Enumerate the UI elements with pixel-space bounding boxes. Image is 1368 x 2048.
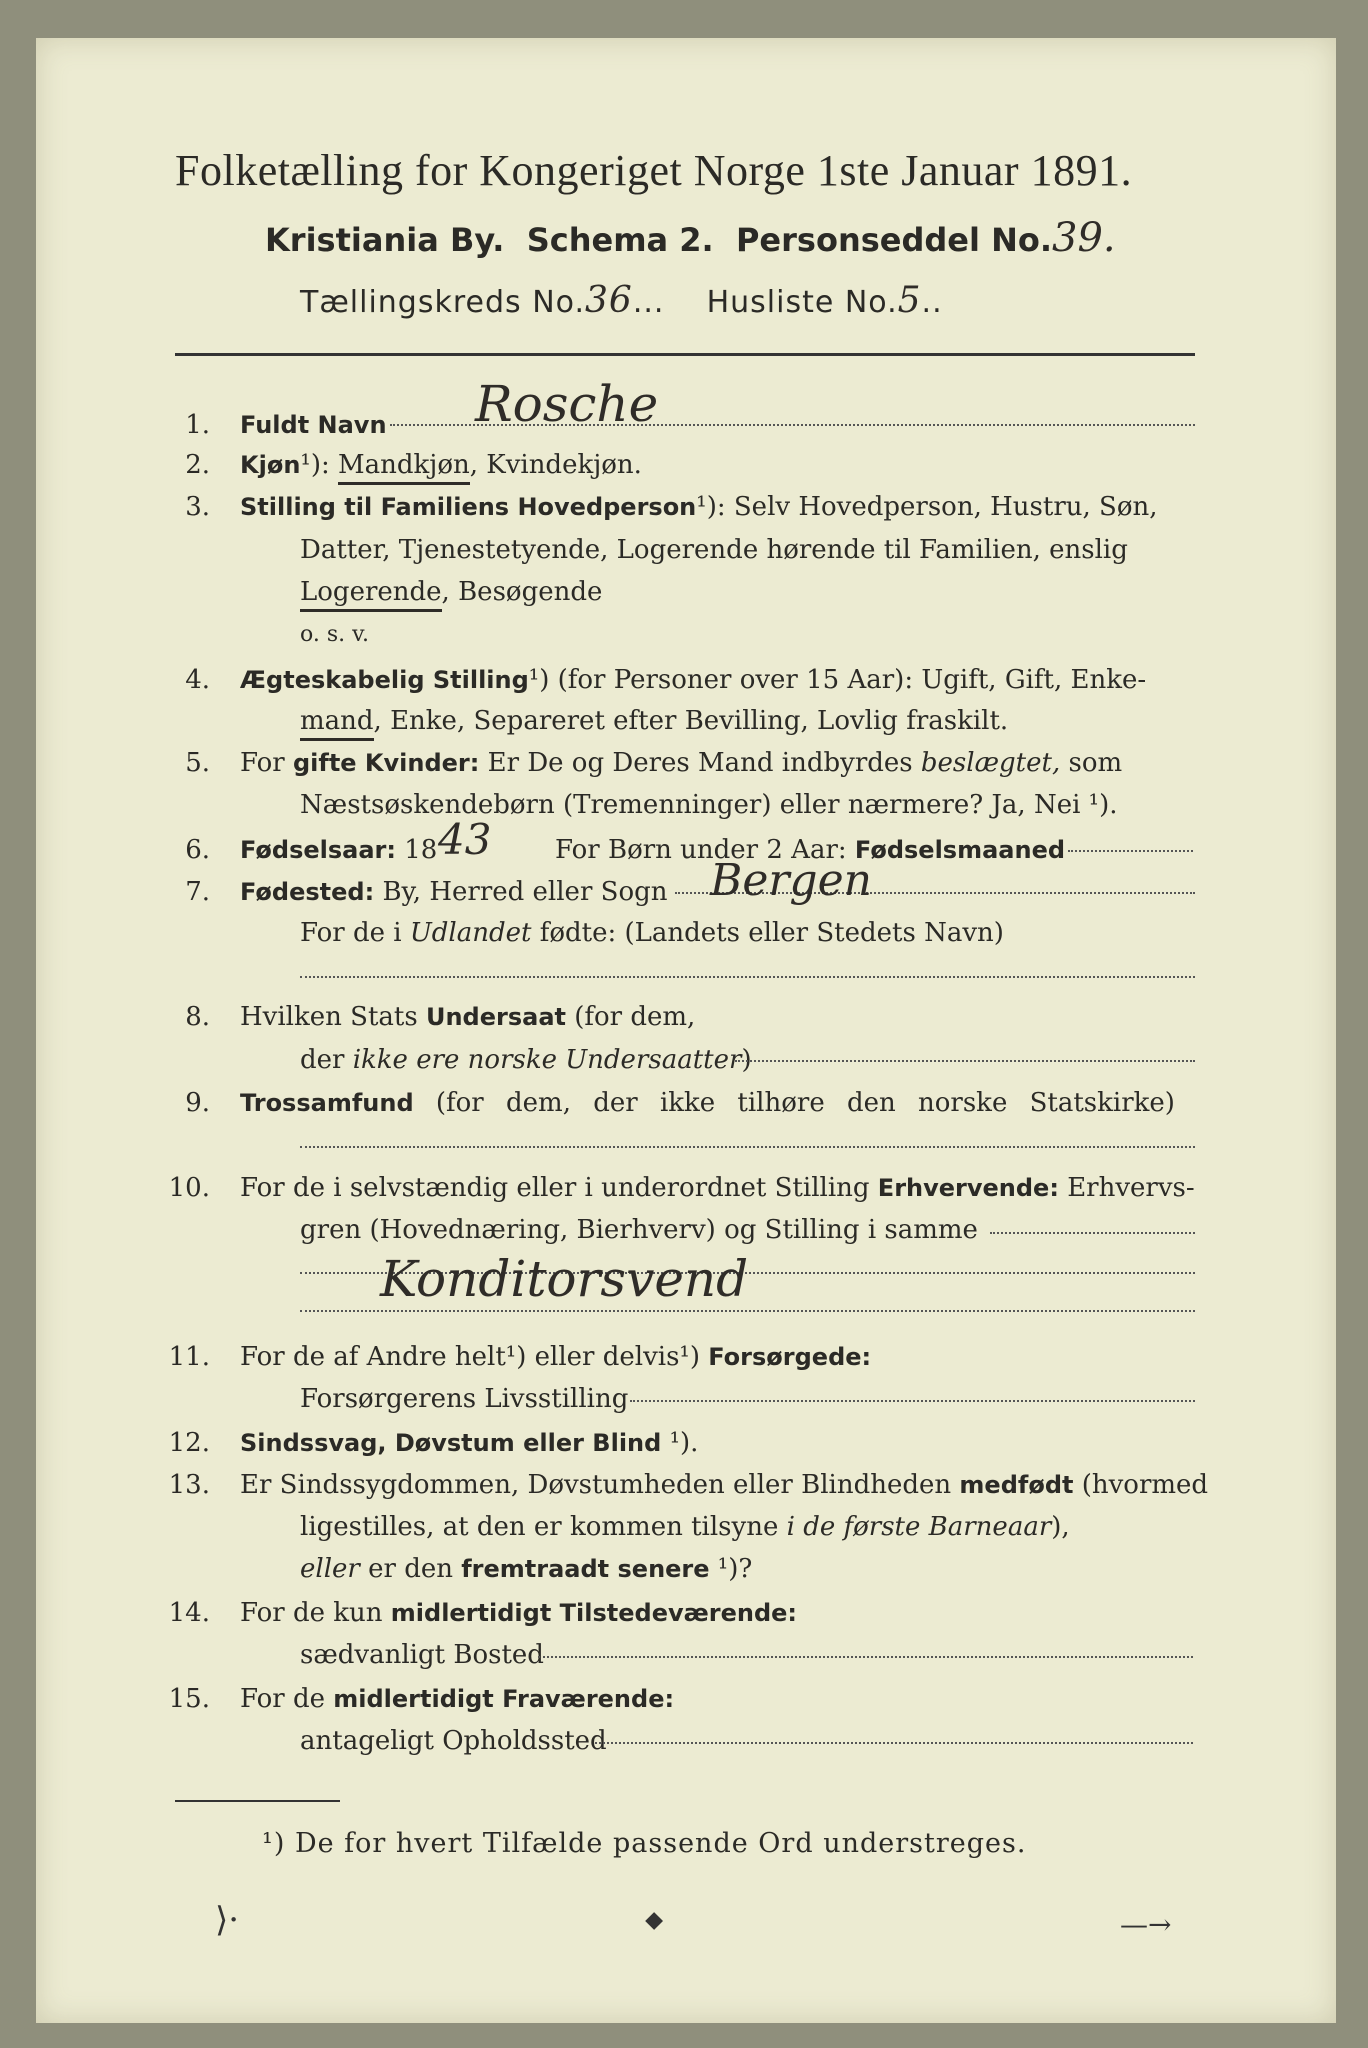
item-temporary-absent: For de midlertidigt Fraværende: (240, 1684, 675, 1714)
footnote: ¹) De for hvert Tilfælde passende Ord understreges. (262, 1828, 1027, 1859)
dotted-line (300, 976, 1195, 978)
item-birth-month: For Børn under 2 Aar: Fødselsmaaned (555, 835, 1066, 865)
item-temporary-present: For de kun midlertidigt Tilstedeværende: (240, 1598, 798, 1628)
form-district-line: Tællingskreds No.36... Husliste No.5.. (300, 280, 943, 321)
item-usual-residence: sædvanligt Bosted (300, 1640, 544, 1670)
item-supported: For de af Andre helt¹) eller delvis¹) Forsørgede: (240, 1342, 872, 1372)
item-full-name: Fuldt Navn (240, 411, 387, 439)
item-number: 9. (185, 1088, 210, 1118)
item-disability-origin: Er Sindssygdommen, Døvstumheden eller Blindheden medfødt (hvormed (240, 1470, 1209, 1500)
dotted-line (735, 1060, 1195, 1062)
item-gender: Kjøn¹): Mandkjøn, Kvindekjøn. (240, 450, 642, 480)
pencil-mark: ⬥ (645, 1905, 664, 1935)
form-title: Folketælling for Kongeriget Norge 1ste Januar 1891. (175, 146, 1133, 195)
item-number: 8. (185, 1002, 210, 1032)
answer-occupation: Konditorsvend (380, 1250, 749, 1308)
item-number: 7. (185, 877, 210, 907)
item-citizenship-cont: der ikke ere norske Undersaatter) (300, 1045, 752, 1075)
item-number: 15. (168, 1684, 210, 1714)
item-number: 4. (185, 665, 210, 695)
item-married-women: For gifte Kvinder: Er De og Deres Mand indbyrdes beslægtet, som (240, 748, 1123, 778)
kreds-number: 36 (585, 280, 633, 321)
personseddel-number: 39. (1052, 215, 1116, 261)
item-number: 13. (168, 1470, 210, 1500)
item-number: 6. (185, 835, 210, 865)
item-number: 1. (185, 410, 210, 440)
item-number: 5. (185, 748, 210, 778)
footnote-rule (175, 1800, 340, 1802)
item-citizenship: Hvilken Stats Undersaat (for dem, (240, 1002, 696, 1032)
item-family-position-cont2: Logerende, Besøgende (300, 577, 602, 607)
item-disability-origin-cont2: eller er den fremtraadt senere ¹)? (300, 1554, 753, 1584)
item-supporter-occupation: Forsørgerens Livsstilling (300, 1384, 629, 1414)
answer-birthplace: Bergen (710, 855, 872, 906)
item-birthplace: Fødested: By, Herred eller Sogn (240, 877, 668, 907)
form-subtitle: Kristiania By. Schema 2. Personseddel No.39. (265, 215, 1116, 261)
item-number: 10. (168, 1173, 210, 1203)
pencil-mark: —→ (1120, 1908, 1172, 1941)
item-disability: Sindssvag, Døvstum eller Blind ¹). (240, 1428, 699, 1458)
dotted-line (300, 1310, 1195, 1312)
item-birthplace-abroad: For de i Udlandet fødte: (Landets eller Stedets Navn) (300, 918, 1004, 948)
pencil-mark: ⟩· (215, 1900, 240, 1940)
item-family-position-cont: Datter, Tjenestetyende, Logerende hørende til Familien, enslig (300, 535, 1128, 565)
item-married-women-cont: Næstsøskendebørn (Tremenninger) eller nærmere? Ja, Nei ¹). (300, 790, 1118, 820)
item-marital-status: Ægteskabelig Stilling¹) (for Personer over 15 Aar): Ugift, Gift, Enke- (240, 665, 1147, 695)
dotted-line (990, 1232, 1195, 1234)
item-number: 3. (185, 492, 210, 522)
dotted-line (595, 1742, 1193, 1744)
husliste-number: 5 (897, 280, 922, 321)
answer-birth-year: 43 (438, 815, 492, 864)
item-family-position: Stilling til Familiens Hovedperson¹): Selv Hovedperson, Hustru, Søn, (240, 492, 1158, 522)
item-probable-location: antageligt Opholdssted (300, 1726, 607, 1756)
item-disability-origin-cont: ligestilles, at den er kommen tilsyne i de første Barneaar), (300, 1512, 1070, 1542)
header-rule (175, 353, 1195, 356)
item-number: 11. (168, 1342, 210, 1372)
item-number: 14. (168, 1598, 210, 1628)
dotted-line (1068, 850, 1193, 852)
item-occupation: For de i selvstændig eller i underordnet Stilling Erhvervende: Erhvervs- (240, 1173, 1195, 1203)
item-birth-year: Fødselsaar: 18 (240, 835, 438, 865)
item-number: 12. (168, 1428, 210, 1458)
dotted-line (630, 1400, 1195, 1402)
dotted-line (300, 1146, 1195, 1148)
item-marital-status-cont: mand, Enke, Separeret efter Bevilling, Lovlig fraskilt. (300, 706, 1008, 736)
dotted-line (538, 1656, 1193, 1658)
item-family-position-osv: o. s. v. (300, 622, 369, 647)
item-number: 2. (185, 450, 210, 480)
item-occupation-cont: gren (Hovednæring, Bierhverv) og Stilling i samme (300, 1215, 978, 1245)
answer-name: Rosche (475, 375, 659, 433)
item-religion: Trossamfund (for dem, der ikke tilhøre den norske Statskirke) (240, 1088, 1175, 1118)
